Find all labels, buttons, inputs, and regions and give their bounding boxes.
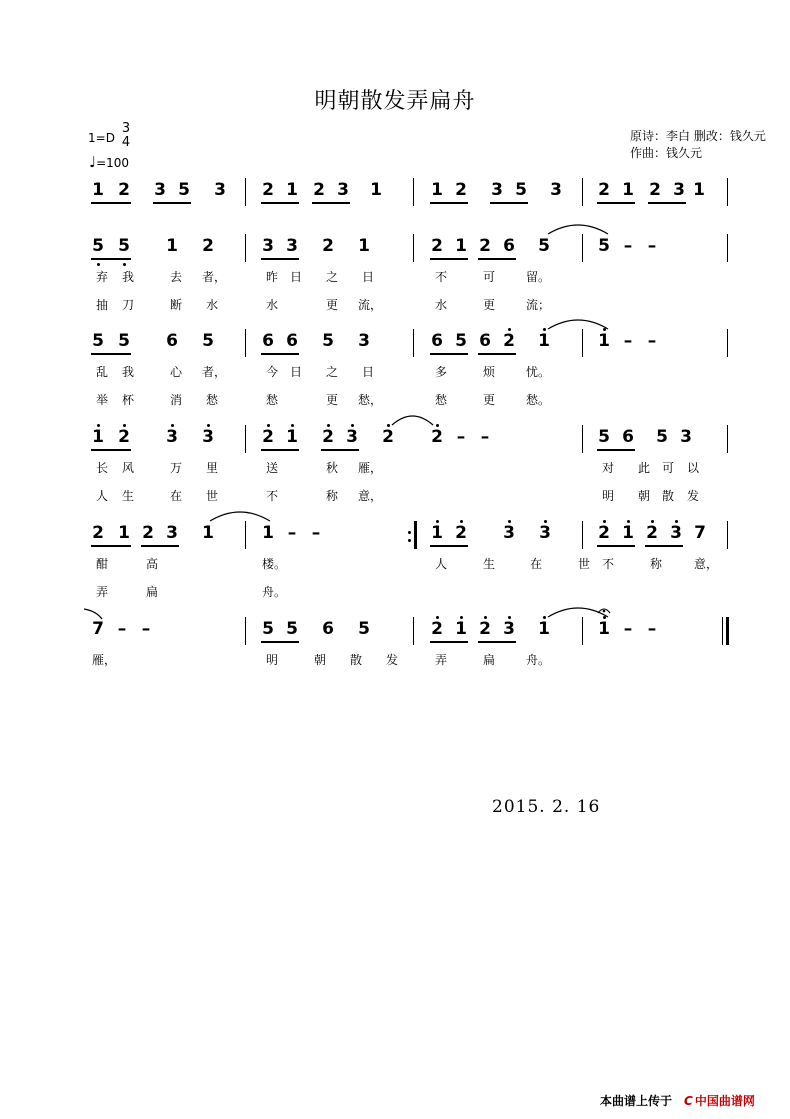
note: 1 — [622, 523, 634, 543]
note: 1 — [455, 619, 467, 639]
lyric-char: 扁 — [482, 653, 495, 667]
lyric-char: 杯 — [121, 393, 134, 407]
lyric-char: 之 — [325, 270, 338, 284]
note: 2 — [598, 180, 610, 200]
sustain-dash: – — [623, 331, 633, 351]
note: 5 — [358, 619, 370, 639]
lyric-char: 流， — [358, 298, 383, 312]
key-signature: 1=D — [88, 131, 115, 145]
sustain-dash: – — [117, 619, 127, 639]
lyric-char: 朝 — [637, 489, 650, 503]
note: 1 — [262, 523, 274, 543]
lyric-char: 日 — [289, 365, 302, 379]
note: 3 — [550, 180, 562, 200]
note: 2 — [598, 523, 610, 543]
note: 1 — [166, 236, 178, 256]
note: 1 — [598, 619, 610, 639]
lyric-char: 可 — [482, 270, 495, 284]
lyric-char: 愁， — [358, 393, 383, 407]
lyric-char: 酣 — [95, 557, 108, 571]
note: 1 — [286, 180, 298, 200]
lyric-char: 弄 — [434, 653, 447, 667]
lyric-char: 楼。 — [262, 557, 287, 571]
note: 1 — [538, 619, 550, 639]
sustain-dash: – — [141, 619, 151, 639]
note: 3 — [286, 236, 298, 256]
lyric-char: 人 — [434, 557, 447, 571]
lyric-char: 刀 — [121, 298, 134, 312]
note: 1 — [286, 427, 298, 447]
lyric-char: 去 — [169, 270, 182, 284]
lyric-char: 更 — [482, 393, 495, 407]
note: 3 — [214, 180, 226, 200]
lyric-char: 在 — [169, 489, 182, 503]
composer-credit: 作曲：钱久元 — [630, 146, 703, 160]
lyric-char: 世 — [577, 557, 590, 571]
slur — [392, 416, 433, 425]
note: 1 — [431, 523, 443, 543]
note: 1 — [538, 331, 550, 351]
note: 3 — [680, 427, 692, 447]
note: 2 — [431, 236, 443, 256]
lyric-char: 水 — [205, 298, 218, 312]
poem-credit: 原诗：李白 删改：钱久元 — [630, 129, 766, 143]
note: 1 — [622, 180, 634, 200]
lyric-char: 乱 — [95, 365, 108, 379]
note: 2 — [202, 236, 214, 256]
lyric-char: 今 — [265, 365, 278, 379]
upload-note: 本曲谱上传于 — [600, 1094, 673, 1108]
lyric-char: 明 — [601, 489, 614, 503]
note: 5 — [515, 180, 527, 200]
note: 1 — [455, 236, 467, 256]
lyric-char: 明 — [265, 653, 278, 667]
lyric-char: 愁 — [265, 393, 278, 407]
note: 3 — [491, 180, 503, 200]
note: 2 — [646, 523, 658, 543]
lyric-char: 忧。 — [526, 365, 551, 379]
lyric-char: 散 — [349, 653, 362, 667]
note: 5 — [455, 331, 467, 351]
lyric-char: 此 — [637, 461, 650, 475]
note: 2 — [431, 427, 443, 447]
lyric-char: 发 — [686, 489, 699, 503]
note: 2 — [322, 236, 334, 256]
lyric-char: 风 — [121, 461, 134, 475]
lyric-char: 舟。 — [526, 653, 551, 667]
note: 3 — [166, 523, 178, 543]
note: 6 — [479, 331, 491, 351]
lyric-char: 意， — [694, 557, 719, 571]
lyric-char: 人 — [95, 489, 108, 503]
note: 3 — [503, 619, 515, 639]
sustain-dash: – — [456, 427, 466, 447]
lyric-char: 多 — [434, 365, 447, 379]
note: 5 — [178, 180, 190, 200]
sustain-dash: – — [480, 427, 490, 447]
lyric-char: 雁， — [92, 653, 117, 667]
note: 1 — [370, 180, 382, 200]
note: 6 — [622, 427, 634, 447]
note: 2 — [118, 180, 130, 200]
note: 5 — [118, 331, 130, 351]
lyric-char: 散 — [661, 489, 674, 503]
lyric-char: 消 — [169, 393, 182, 407]
note: 1 — [118, 523, 130, 543]
lyric-char: 万 — [169, 461, 182, 475]
note: 3 — [670, 523, 682, 543]
note: 6 — [262, 331, 274, 351]
note: 2 — [322, 427, 334, 447]
lyric-char: 者， — [202, 365, 227, 379]
lyric-char: 我 — [121, 365, 134, 379]
note: 7 — [92, 619, 104, 639]
lyric-char: 不 — [434, 270, 447, 284]
lyric-char: 弄 — [95, 585, 108, 599]
lyric-char: 烦 — [482, 365, 495, 379]
note: 3 — [673, 180, 685, 200]
lyric-char: 意， — [358, 489, 383, 503]
note: 5 — [286, 619, 298, 639]
quarter-note-icon: ♩ — [89, 153, 97, 171]
note: 1 — [92, 427, 104, 447]
sustain-dash: – — [647, 619, 657, 639]
note: 3 — [337, 180, 349, 200]
lyric-char: 送 — [265, 461, 278, 475]
slur — [84, 609, 102, 619]
note: 2 — [118, 427, 130, 447]
lyric-char: 扁 — [145, 585, 158, 599]
note: 2 — [92, 523, 104, 543]
note: 2 — [649, 180, 661, 200]
note: 2 — [142, 523, 154, 543]
tempo-marking: ♩=100 — [89, 153, 130, 171]
note: 3 — [262, 236, 274, 256]
lyric-char: 不 — [265, 489, 278, 503]
lyric-char: 可 — [661, 461, 674, 475]
lyric-char: 举 — [95, 393, 108, 407]
note: 2 — [503, 331, 515, 351]
note: 6 — [322, 619, 334, 639]
note: 2 — [431, 619, 443, 639]
note: 2 — [262, 427, 274, 447]
note: 6 — [166, 331, 178, 351]
sustain-dash: – — [647, 236, 657, 256]
lyric-char: 抽 — [95, 298, 108, 312]
lyric-char: 不 — [601, 557, 614, 571]
lyric-char: 舟。 — [262, 585, 287, 599]
lyric-char: 里 — [205, 461, 218, 475]
lyric-char: 称 — [649, 557, 662, 571]
sustain-dash: – — [287, 523, 297, 543]
note: 5 — [538, 236, 550, 256]
date-text: 2015. 2. 16 — [492, 797, 601, 817]
note: 5 — [92, 331, 104, 351]
lyric-char: 世 — [205, 489, 218, 503]
lyric-char: 水 — [265, 298, 278, 312]
note: 6 — [503, 236, 515, 256]
lyric-char: 昨 — [265, 270, 278, 284]
note: 2 — [382, 427, 394, 447]
sustain-dash: – — [647, 331, 657, 351]
lyric-char: 对 — [601, 461, 614, 475]
note: 5 — [322, 331, 334, 351]
lyric-char: 流； — [526, 298, 551, 312]
lyric-char: 在 — [529, 557, 542, 571]
lyric-char: 断 — [169, 298, 182, 312]
lyric-char: 更 — [325, 298, 338, 312]
note: 3 — [202, 427, 214, 447]
lyric-char: 以 — [686, 461, 699, 475]
note: 2 — [262, 180, 274, 200]
note: 5 — [118, 236, 130, 256]
lyric-char: 长 — [95, 461, 108, 475]
lyric-char: 日 — [361, 365, 374, 379]
lyric-char: 生 — [482, 557, 495, 571]
lyric-char: 更 — [482, 298, 495, 312]
slur — [210, 512, 270, 521]
note: 2 — [479, 236, 491, 256]
lyric-char: 雁， — [358, 461, 383, 475]
note: 7 — [694, 523, 706, 543]
note: 1 — [92, 180, 104, 200]
note: 2 — [455, 180, 467, 200]
lyric-char: 愁 — [205, 393, 218, 407]
note: 3 — [539, 523, 551, 543]
note: 1 — [202, 523, 214, 543]
lyric-char: 朝 — [313, 653, 326, 667]
note: 3 — [154, 180, 166, 200]
note: 5 — [656, 427, 668, 447]
note: 3 — [346, 427, 358, 447]
score-title: 明朝散发弄扁舟 — [314, 89, 476, 114]
note: 3 — [358, 331, 370, 351]
note: 1 — [358, 236, 370, 256]
fermata-dot — [603, 610, 606, 613]
lyric-char: 日 — [361, 270, 374, 284]
note: 5 — [262, 619, 274, 639]
lyric-char: 弃 — [95, 270, 108, 284]
note: 1 — [693, 180, 705, 200]
note: 6 — [286, 331, 298, 351]
lyric-char: 日 — [289, 270, 302, 284]
site-logo: C 中国曲谱网 — [684, 1094, 755, 1108]
lyric-char: 生 — [121, 489, 134, 503]
lyric-char: 更 — [325, 393, 338, 407]
lyric-char: 者， — [202, 270, 227, 284]
slur — [548, 320, 608, 329]
note: 1 — [431, 180, 443, 200]
lyric-char: 高 — [145, 557, 158, 571]
site-logo-icon: C — [684, 1094, 693, 1108]
note: 6 — [431, 331, 443, 351]
lyric-char: 留。 — [526, 270, 551, 284]
lyric-char: 水 — [434, 298, 447, 312]
sustain-dash: – — [623, 236, 633, 256]
note: 5 — [598, 427, 610, 447]
lyric-char: 秋 — [325, 461, 338, 475]
lyric-char: 之 — [325, 365, 338, 379]
lyric-char: 我 — [121, 270, 134, 284]
note: 3 — [166, 427, 178, 447]
sustain-dash: – — [311, 523, 321, 543]
sustain-dash: – — [623, 619, 633, 639]
note: 2 — [479, 619, 491, 639]
note: 2 — [455, 523, 467, 543]
note: 5 — [598, 236, 610, 256]
lyric-char: 称 — [325, 489, 338, 503]
lyric-char: 心 — [169, 365, 182, 379]
note: 1 — [598, 331, 610, 351]
lyric-char: 愁 — [434, 393, 447, 407]
lyric-char: 愁。 — [526, 393, 551, 407]
time-signature: 3 4 — [121, 121, 131, 150]
note: 5 — [202, 331, 214, 351]
note: 5 — [92, 236, 104, 256]
note: 2 — [313, 180, 325, 200]
slur — [548, 225, 608, 234]
note: 3 — [503, 523, 515, 543]
lyric-char: 发 — [385, 653, 398, 667]
